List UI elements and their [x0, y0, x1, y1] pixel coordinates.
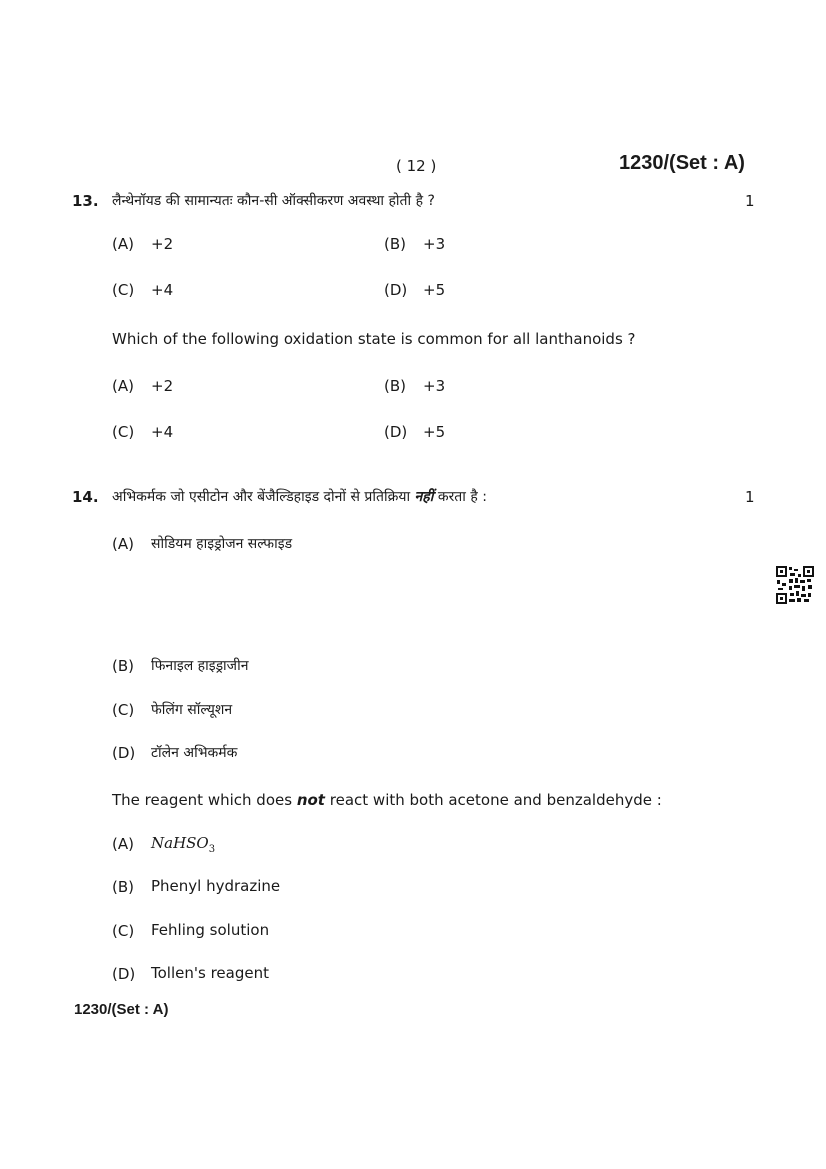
option-value: टॉलेन अभिकर्मक — [151, 745, 238, 761]
option-label: (D) — [112, 744, 136, 762]
option-value: +5 — [423, 423, 446, 441]
option-value: Tollen's reagent — [151, 964, 269, 982]
page-number: ( 12 ) — [396, 157, 437, 175]
option-value: +4 — [151, 423, 174, 441]
emphasis-word: not — [296, 791, 325, 809]
question-text-hindi — [112, 487, 487, 506]
option-label: (A) — [112, 377, 134, 395]
option-label: (B) — [112, 657, 134, 675]
question-marks: 1 — [745, 192, 755, 210]
emphasis-word: नहीं — [414, 489, 434, 505]
option-value: सोडियम हाइड्रोजन सल्फाइड — [151, 536, 293, 552]
option-label: (D) — [384, 423, 408, 441]
option-value: Phenyl hydrazine — [151, 877, 281, 895]
qr-code — [776, 566, 814, 604]
option-label: (C) — [112, 423, 135, 441]
option-label: (A) — [112, 535, 134, 553]
option-value: फेलिंग सॉल्यूशन — [151, 702, 233, 718]
option-value: Fehling solution — [151, 921, 270, 939]
option-label: (B) — [384, 235, 406, 253]
option-label: (C) — [112, 281, 135, 299]
question-number: 14. — [72, 488, 99, 506]
option-label: (B) — [384, 377, 406, 395]
option-value: +2 — [151, 235, 174, 253]
option-value: +3 — [423, 235, 446, 253]
option-value: +4 — [151, 281, 174, 299]
option-label: (D) — [112, 965, 136, 983]
option-value: फिनाइल हाइड्राजीन — [151, 658, 249, 674]
text-segment: The reagent which does — [112, 791, 293, 809]
option-label: (C) — [112, 922, 135, 940]
text-segment: अभिकर्मक जो एसीटोन और बेंजैल्डिहाइड दोनों से प्रतिक्रिया — [112, 489, 411, 505]
text-segment: react with both acetone and benzaldehyde : — [329, 791, 662, 809]
paper-code-footer: 1230/(Set : A) — [74, 1001, 169, 1018]
option-value-formula — [151, 834, 215, 855]
question-text-english: Which of the following oxidation state is common for all lanthanoids ? — [112, 330, 636, 348]
paper-code-header: 1230/(Set : A) — [619, 152, 745, 174]
option-label: (B) — [112, 878, 134, 896]
option-label: (C) — [112, 701, 135, 719]
option-label: (D) — [384, 281, 408, 299]
text-segment: करता है : — [437, 489, 487, 505]
question-text-hindi: लैन्थेनॉयड की सामान्यतः कौन-सी ऑक्सीकरण अवस्था होती है ? — [112, 193, 435, 209]
option-label: (A) — [112, 835, 134, 853]
question-number: 13. — [72, 192, 99, 210]
formula-main: NaHSO — [151, 834, 209, 852]
question-text-english — [112, 791, 662, 809]
option-label: (A) — [112, 235, 134, 253]
question-marks: 1 — [745, 488, 755, 506]
option-value: +3 — [423, 377, 446, 395]
option-value: +2 — [151, 377, 174, 395]
formula-subscript: 3 — [208, 844, 216, 855]
option-value: +5 — [423, 281, 446, 299]
